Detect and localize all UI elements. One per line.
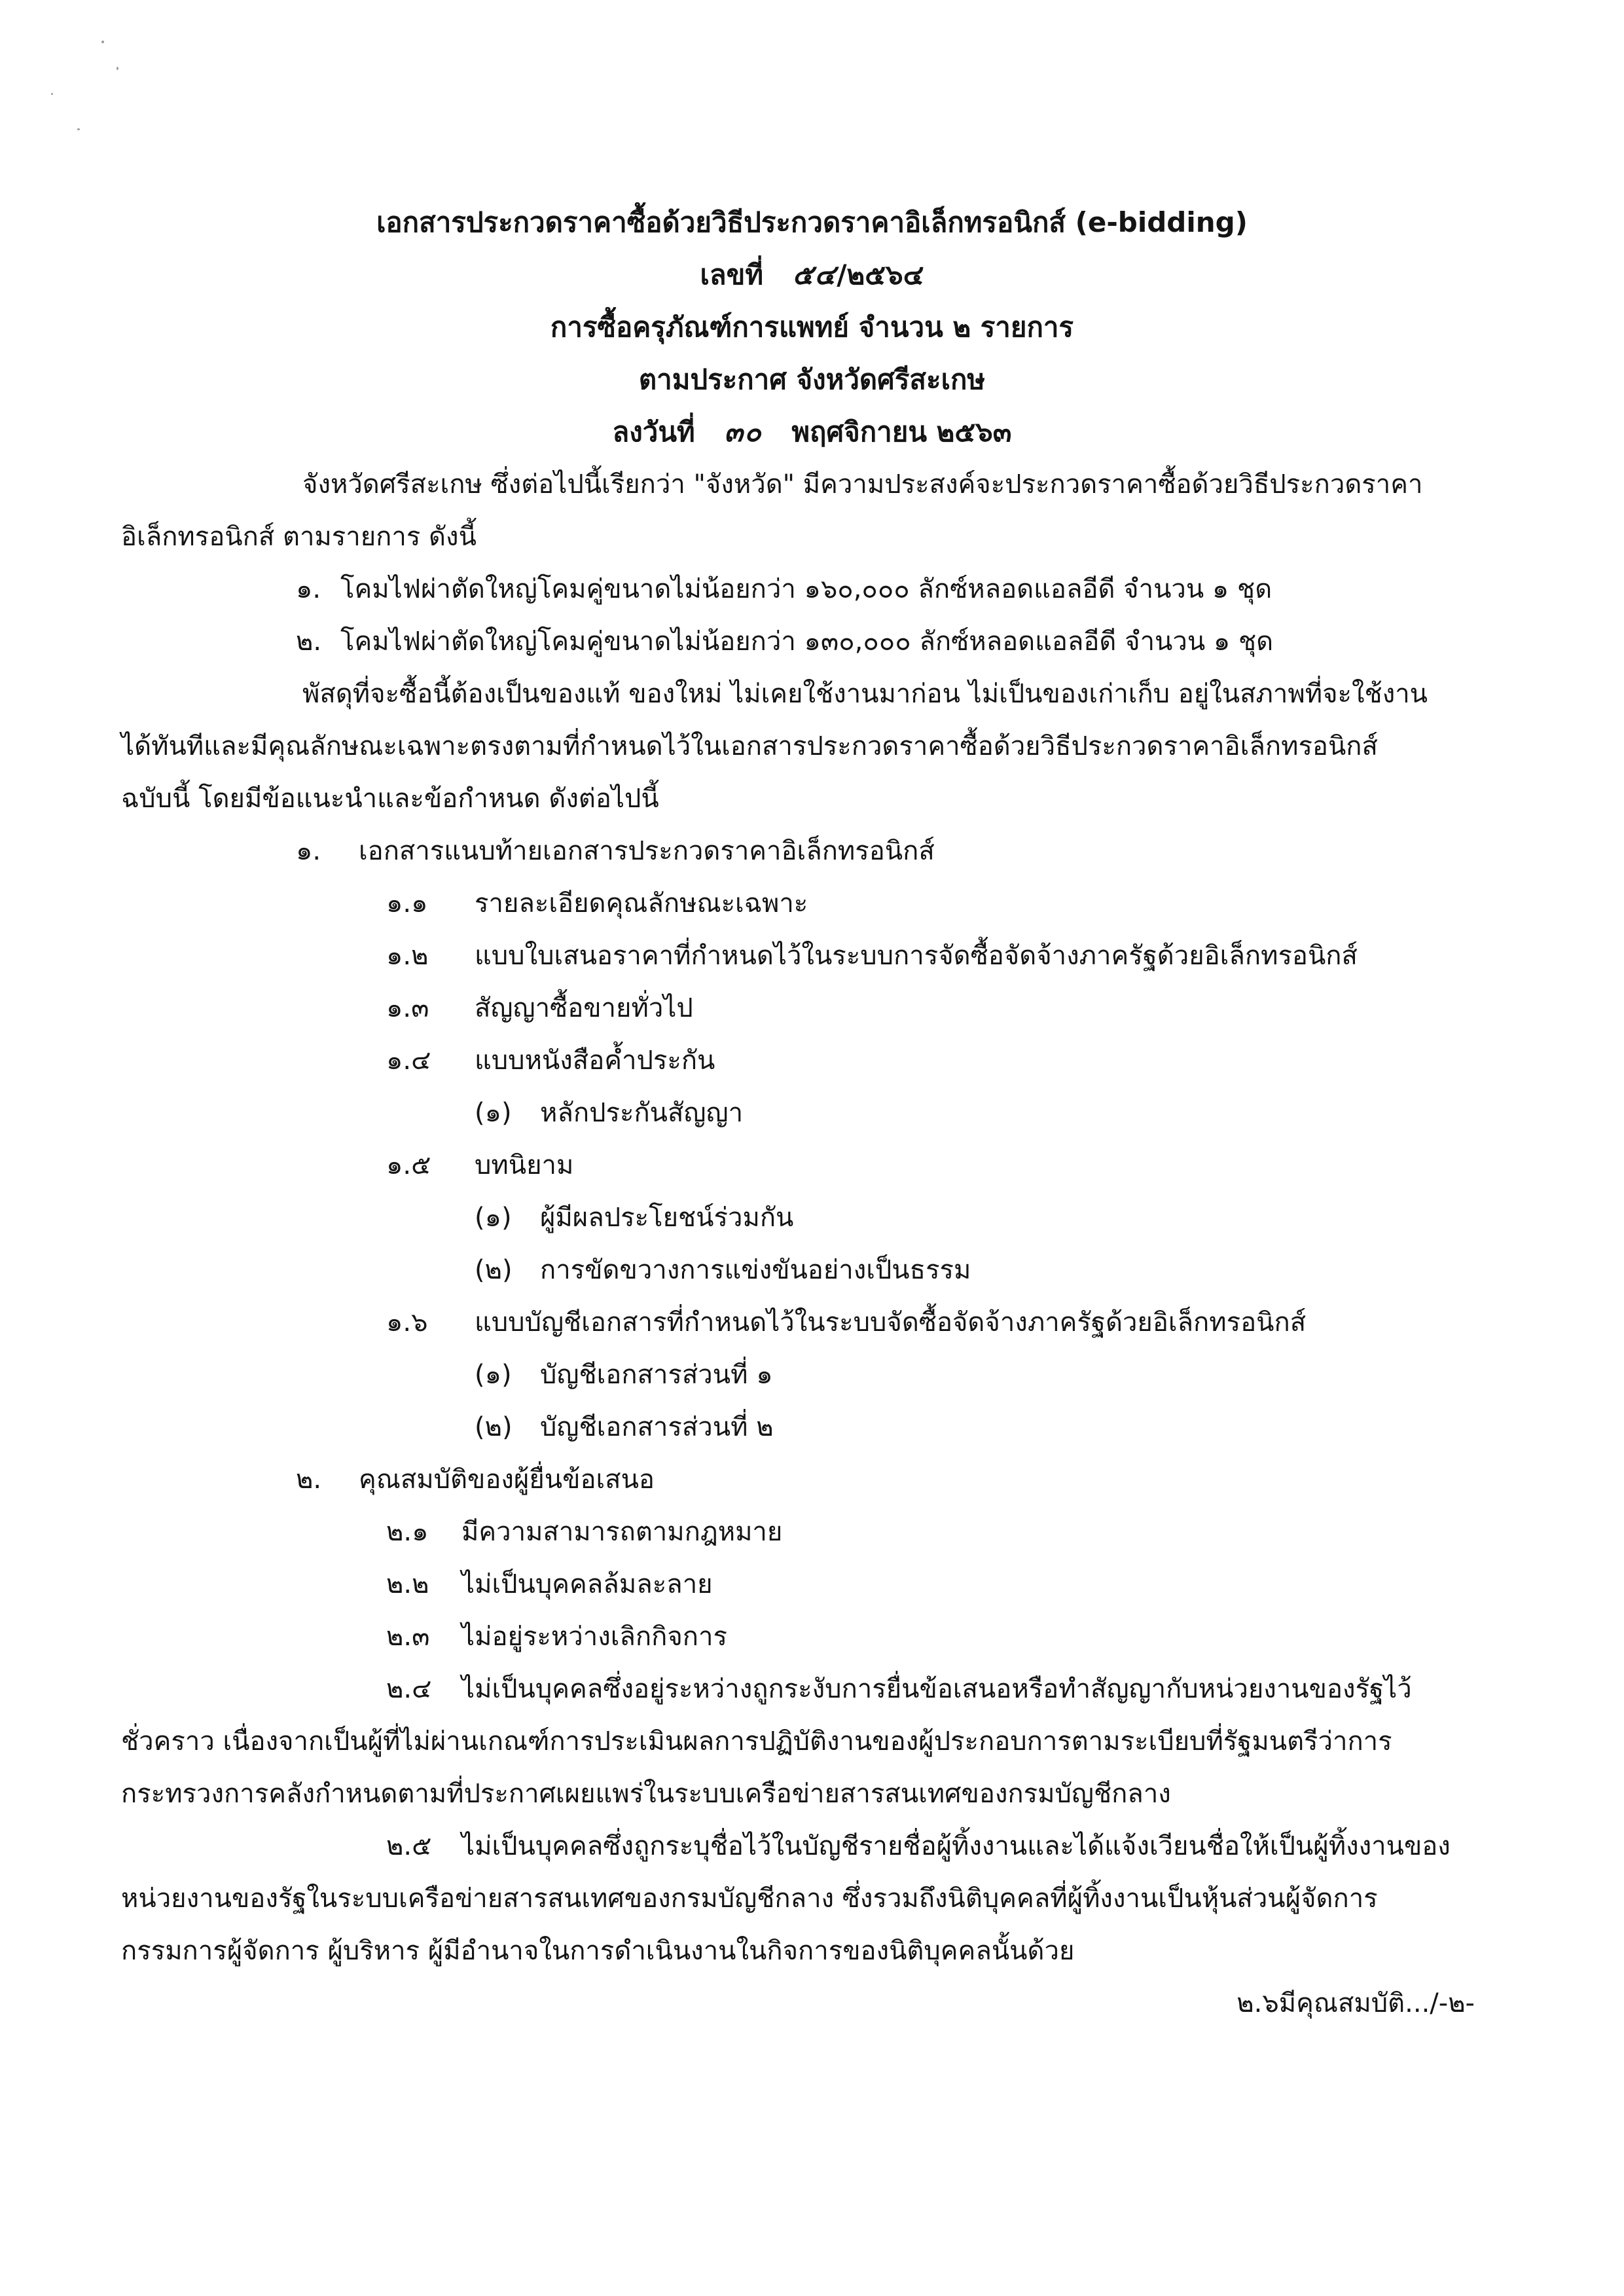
section-1-4-num: ๑.๔ xyxy=(386,1046,431,1076)
page-continuation: ๒.๖มีคุณสมบัติ.../-๒- xyxy=(1236,1988,1475,2018)
section-2-4-num: ๒.๔ xyxy=(386,1674,432,1704)
document-date xyxy=(0,414,1624,450)
section-2-4-line-3: กระทรวงการคลังกำหนดตามที่ประกาศเผยแพร่ในระบบเครือข่ายสารสนเทศของกรมบัญชีกลาง xyxy=(121,1779,1171,1809)
section-2-5-line-1: ไม่เป็นบุคคลซึ่งถูกระบุชื่อไว้ในบัญชีรายชื่อผู้ทิ้งงานและได้แจ้งเวียนชื่อให้เป็นผู้ทิ้งงานของ xyxy=(461,1831,1451,1861)
section-1-5-2-num: (๒) xyxy=(475,1255,513,1285)
intro-line-1: จังหวัดศรีสะเกษ ซึ่งต่อไปนี้เรียกว่า "จังหวัด" มีความประสงค์จะประกวดราคาซื้อด้วยวิธีประกวดราคา xyxy=(302,469,1423,500)
number-suffix: /๒๕๖๔ xyxy=(837,259,924,291)
section-1-5-1-num: (๑) xyxy=(475,1203,512,1233)
section-1-3-num: ๑.๓ xyxy=(386,993,429,1023)
section-2-2-num: ๒.๒ xyxy=(386,1569,429,1599)
section-2-5-line-3: กรรมการผู้จัดการ ผู้บริหาร ผู้มีอำนาจในการดำเนินงานในกิจการของนิติบุคคลนั้นด้วย xyxy=(121,1936,1075,1966)
section-1-6-1-num: (๑) xyxy=(475,1360,512,1390)
section-1-5-1-text: ผู้มีผลประโยชน์ร่วมกัน xyxy=(540,1203,794,1233)
scan-speck xyxy=(101,41,104,43)
section-1-6-2-num: (๒) xyxy=(475,1412,513,1442)
intro-line-2: อิเล็กทรอนิกส์ ตามรายการ ดังนี้ xyxy=(121,522,477,552)
section-2-3-num: ๒.๓ xyxy=(386,1622,430,1652)
announcement-line: ตามประกาศ จังหวัดศรีสะเกษ xyxy=(638,363,986,395)
section-2-1-text: มีความสามารถตามกฎหมาย xyxy=(461,1517,783,1547)
section-1-2-text: แบบใบเสนอราคาที่กำหนดไว้ในระบบการจัดซื้อจัดจ้างภาครัฐด้วยอิเล็กทรอนิกส์ xyxy=(475,941,1358,971)
scan-speck xyxy=(51,93,53,95)
section-1-5-text: บทนิยาม xyxy=(475,1150,574,1180)
section-1-6-text: แบบบัญชีเอกสารที่กำหนดไว้ในระบบจัดซื้อจัดจ้างภาครัฐด้วยอิเล็กทรอนิกส์ xyxy=(475,1307,1307,1338)
section-2-4-line-1: ไม่เป็นบุคคลซึ่งอยู่ระหว่างถูกระงับการยื่นข้อเสนอหรือทำสัญญากับหน่วยงานของรัฐไว้ xyxy=(461,1674,1412,1704)
section-1-6-num: ๑.๖ xyxy=(386,1307,428,1338)
section-2-1-num: ๒.๑ xyxy=(386,1517,429,1547)
item-1-text: โคมไฟผ่าตัดใหญ่โคมคู่ขนาดไม่น้อยกว่า ๑๖๐,๐๐๐ ลักซ์หลอดแอลอีดี จำนวน ๑ ชุด xyxy=(340,574,1272,604)
date-day-handwritten: ๓๐ xyxy=(724,416,763,448)
date-rest: พฤศจิกายน ๒๕๖๓ xyxy=(791,416,1012,448)
supply-line-1: พัสดุที่จะซื้อนี้ต้องเป็นของแท้ ของใหม่ ไม่เคยใช้งานมาก่อน ไม่เป็นของเก่าเก็บ อยู่ในสภาพที่จะใช้งาน xyxy=(302,679,1428,709)
section-1-6-2-text: บัญชีเอกสารส่วนที่ ๒ xyxy=(540,1412,774,1442)
supply-line-2: ได้ทันทีและมีคุณลักษณะเฉพาะตรงตามที่กำหนดไว้ในเอกสารประกวดราคาซื้อด้วยวิธีประกวดราคาอิเล็กทรอนิกส์ xyxy=(121,731,1378,761)
section-1-4-1-text: หลักประกันสัญญา xyxy=(540,1098,744,1128)
supply-line-3: ฉบับนี้ โดยมีข้อแนะนำและข้อกำหนด ดังต่อไปนี้ xyxy=(121,784,659,814)
scan-speck xyxy=(77,128,80,130)
section-1-title: เอกสารแนบท้ายเอกสารประกวดราคาอิเล็กทรอนิกส์ xyxy=(359,836,935,866)
section-1-4-text: แบบหนังสือค้ำประกัน xyxy=(475,1046,715,1076)
document-number xyxy=(0,257,1624,293)
section-1-num: ๑. xyxy=(296,836,321,866)
number-handwritten: ๕๔ xyxy=(792,259,837,291)
section-2-4-line-2: ชั่วคราว เนื่องจากเป็นผู้ที่ไม่ผ่านเกณฑ์การประเมินผลการปฏิบัติงานของผู้ประกอบการตามระเบียบที่รัฐมนตรีว่าการ xyxy=(121,1726,1392,1757)
document-title: เอกสารประกวดราคาซื้อด้วยวิธีประกวดราคาอิเล็กทรอนิกส์ (e-bidding) xyxy=(376,206,1248,238)
item-2-text: โคมไฟผ่าตัดใหญ่โคมคู่ขนาดไม่น้อยกว่า ๑๓๐,๐๐๐ ลักซ์หลอดแอลอีดี จำนวน ๑ ชุด xyxy=(340,627,1274,657)
document-subject: การซื้อครุภัณฑ์การแพทย์ จำนวน ๒ รายการ xyxy=(550,311,1074,343)
number-label: เลขที่ xyxy=(700,259,764,291)
section-1-1-num: ๑.๑ xyxy=(386,888,428,919)
section-1-2-num: ๑.๒ xyxy=(386,941,429,971)
section-2-num: ๒. xyxy=(296,1465,322,1495)
section-1-5-num: ๑.๕ xyxy=(386,1150,431,1180)
date-label: ลงวันที่ xyxy=(612,416,695,448)
section-2-3-text: ไม่อยู่ระหว่างเลิกกิจการ xyxy=(461,1622,727,1652)
item-1-num: ๑. xyxy=(296,574,321,604)
section-2-5-line-2: หน่วยงานของรัฐในระบบเครือข่ายสารสนเทศของกรมบัญชีกลาง ซึ่งรวมถึงนิติบุคคลที่ผู้ทิ้งงานเป็นหุ้นส่วนผู้จัดการ xyxy=(121,1884,1378,1914)
item-2-num: ๒. xyxy=(296,627,322,657)
section-1-4-1-num: (๑) xyxy=(475,1098,512,1128)
section-1-6-1-text: บัญชีเอกสารส่วนที่ ๑ xyxy=(540,1360,773,1390)
section-1-3-text: สัญญาซื้อขายทั่วไป xyxy=(475,993,693,1023)
section-1-5-2-text: การขัดขวางการแข่งขันอย่างเป็นธรรม xyxy=(540,1255,971,1285)
section-2-5-num: ๒.๕ xyxy=(386,1831,432,1861)
section-2-2-text: ไม่เป็นบุคคลล้มละลาย xyxy=(461,1569,713,1599)
scan-speck xyxy=(117,67,118,70)
section-2-title: คุณสมบัติของผู้ยื่นข้อเสนอ xyxy=(359,1465,655,1495)
section-1-1-text: รายละเอียดคุณลักษณะเฉพาะ xyxy=(475,888,808,919)
